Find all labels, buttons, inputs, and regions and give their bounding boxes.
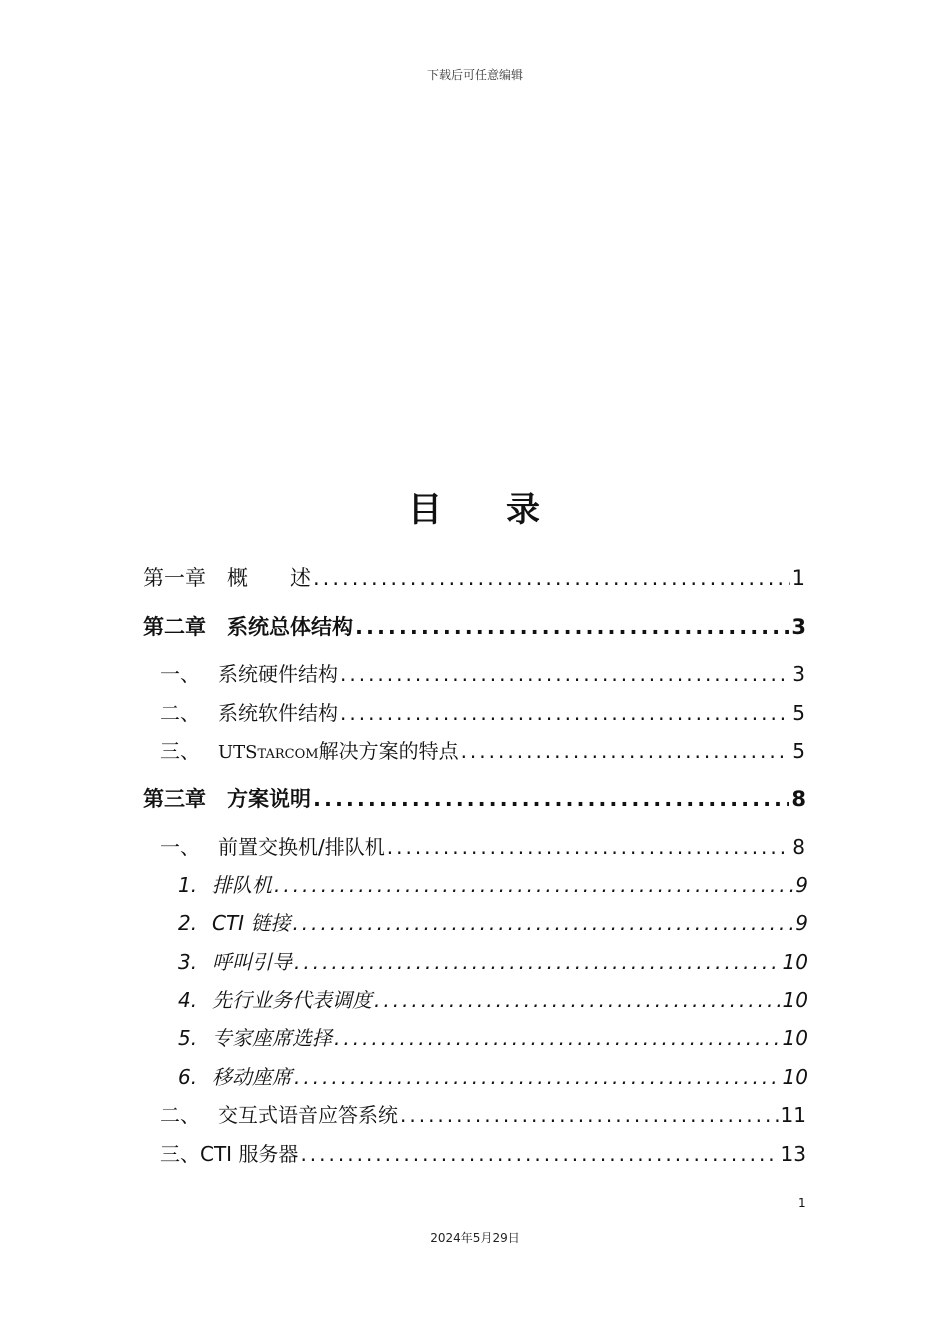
toc-entry-label: [178, 908, 290, 938]
toc-leader: [355, 612, 789, 642]
page-number: 1: [798, 1196, 806, 1210]
toc-entry-section[interactable]: [160, 698, 805, 728]
toc-leader: [400, 1100, 779, 1130]
toc-entry-page: 10: [782, 950, 808, 974]
toc-entry-text: 交互式语音应答系统: [218, 1103, 398, 1127]
toc-leader: [334, 1023, 781, 1053]
toc-entry-label: [178, 947, 292, 977]
toc-entry-number: 6.: [178, 1065, 198, 1089]
toc-entry-number: 1.: [178, 873, 198, 897]
toc-entry-text: 排队机: [212, 873, 272, 897]
toc-leader: [313, 784, 789, 814]
header-note: 下载后可任意编辑: [426, 68, 523, 82]
toc-entry-number: 2.: [178, 911, 198, 935]
toc-entry-page: 3: [792, 662, 805, 686]
toc-entry-text: 呼叫引导: [212, 950, 292, 974]
toc-entry-text: 前置交换机/排队机: [218, 835, 385, 859]
toc-entry-text: 先行业务代表调度: [212, 988, 372, 1012]
toc-leader: [300, 1139, 778, 1169]
toc-entry-page: 8: [791, 787, 806, 811]
toc-entry-section[interactable]: [160, 1100, 806, 1130]
toc-entry-subsection[interactable]: [178, 985, 808, 1015]
toc-entry-number: 一、: [160, 835, 200, 859]
toc-entry-brand: UTS: [218, 742, 258, 763]
toc-entry-text: 系统硬件结构: [218, 662, 338, 686]
toc-entry-label: [178, 870, 272, 900]
toc-entry-section[interactable]: [160, 1139, 806, 1169]
toc-leader: [292, 908, 793, 938]
toc-entry-label: 第一章 概 述: [143, 566, 311, 590]
toc-entry-subsection[interactable]: [178, 1062, 808, 1092]
toc-entry-label: [160, 832, 385, 862]
toc-entry-section[interactable]: [160, 659, 805, 689]
toc-leader: [274, 870, 793, 900]
toc-entry-label: [178, 1023, 332, 1053]
toc-entry-subsection[interactable]: [178, 947, 808, 977]
toc-leader: [340, 659, 790, 689]
toc-entry-page: 5: [792, 739, 805, 763]
toc-entry-chapter-3[interactable]: [143, 784, 806, 814]
toc-entry-section[interactable]: [160, 832, 805, 862]
toc-entry-page: 9: [795, 873, 808, 897]
toc-entry-label: 第二章 系统总体结构: [143, 615, 353, 639]
toc-entry-label: [160, 1139, 298, 1169]
toc-entry-page: 11: [780, 1103, 806, 1127]
toc-entry-subsection[interactable]: [178, 908, 808, 938]
toc-entry-number: 3.: [178, 950, 198, 974]
toc-entry-text: 系统软件结构: [218, 701, 338, 725]
toc-entry-number: 三、: [160, 739, 200, 763]
toc-entry-subsection[interactable]: [178, 1023, 808, 1053]
toc-entry-label: [160, 1100, 398, 1130]
toc-entry-label: [160, 659, 338, 689]
toc-entry-page: 1: [791, 566, 805, 590]
toc-entry-page: 10: [782, 1026, 808, 1050]
toc-title-right: 录: [506, 490, 542, 530]
toc-leader: [313, 563, 790, 593]
toc-leader: [387, 832, 791, 862]
toc-entry-number: 4.: [178, 988, 198, 1012]
toc-entry-text: CTI 服务器: [200, 1142, 299, 1166]
toc-entry-page: 5: [792, 701, 805, 725]
toc-entry-page: 8: [792, 835, 805, 859]
toc-entry-number: 5.: [178, 1026, 198, 1050]
toc-entry-label: 第三章 方案说明: [143, 787, 311, 811]
toc-entry-text: 解决方案的特点: [318, 739, 459, 763]
toc-entry-subsection[interactable]: [178, 870, 808, 900]
toc-entry-page: 10: [782, 1065, 808, 1089]
toc-entry-page: 3: [791, 615, 806, 639]
toc-entry-page: 13: [780, 1142, 806, 1166]
toc-leader: [294, 947, 781, 977]
toc-entry-label: [178, 985, 372, 1015]
toc-title-left: 目: [408, 490, 444, 530]
toc-entry-chapter-2[interactable]: [143, 612, 806, 642]
toc-entry-label: [160, 698, 338, 728]
toc-entry-brand-smallcaps: TARCOM: [257, 747, 319, 762]
toc-entry-page: 10: [782, 988, 808, 1012]
toc-leader: [294, 1062, 781, 1092]
toc-leader: [340, 698, 790, 728]
toc-entry-text: CTI 链接: [212, 911, 291, 935]
toc-entry-label: [160, 736, 459, 770]
toc-leader: [461, 736, 791, 766]
toc-entry-section[interactable]: [160, 736, 805, 766]
footer-date: 2024年5月29日: [430, 1231, 520, 1245]
toc-entry-text: 移动座席: [212, 1065, 292, 1089]
toc-entry-chapter-1[interactable]: [143, 563, 805, 593]
toc-entry-number: 三、: [160, 1142, 200, 1166]
toc-leader: [374, 985, 781, 1015]
toc-entry-label: [178, 1062, 292, 1092]
toc-entry-number: 二、: [160, 1103, 200, 1127]
toc-entry-number: 二、: [160, 701, 200, 725]
toc-entry-number: 一、: [160, 662, 200, 686]
toc-entry-page: 9: [795, 911, 808, 935]
toc-entry-text: 专家座席选择: [212, 1026, 332, 1050]
